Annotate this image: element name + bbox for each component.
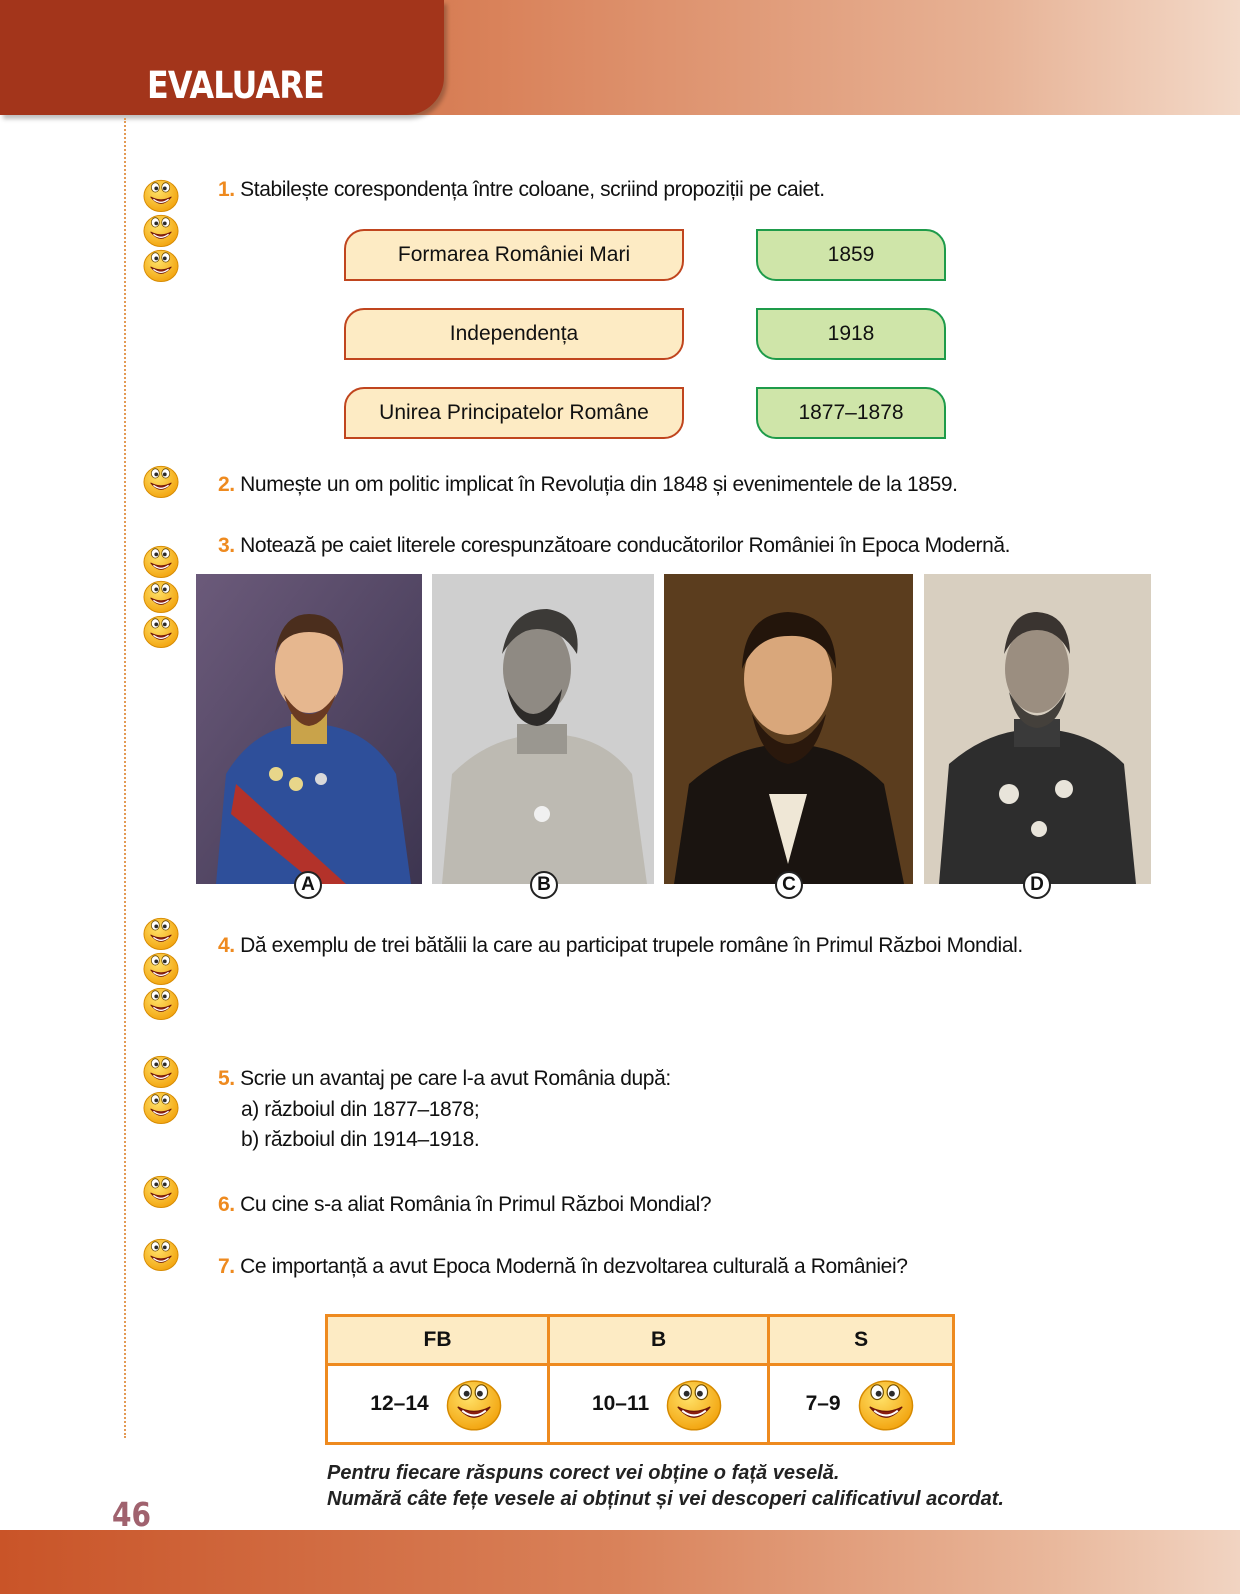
margin-dotted-line xyxy=(124,118,126,1438)
question-3 xyxy=(218,533,1010,559)
smiley-face-icon xyxy=(142,1236,180,1272)
note-line-1: Pentru fiecare răspuns corect vei obține o față veselă. xyxy=(327,1462,840,1484)
grading-header-row xyxy=(327,1316,954,1365)
portrait-label-c: C xyxy=(775,871,803,899)
smiley-face-icon xyxy=(142,1053,180,1089)
smiley-face-icon xyxy=(142,985,180,1021)
grade-cell-b xyxy=(549,1365,769,1444)
question-text: Stabilește corespondența între coloane, scriind propoziții pe caiet. xyxy=(240,178,825,201)
smiley-face-icon xyxy=(142,1173,180,1209)
grade-header-b: B xyxy=(549,1316,769,1365)
question-5-item-a: a) războiul din 1877–1878; xyxy=(241,1098,480,1121)
question-number: 3. xyxy=(218,534,235,557)
smiley-face-icon xyxy=(142,212,180,248)
smiley-face-icon xyxy=(663,1376,725,1432)
portrait-d xyxy=(924,574,1151,884)
grade-cell-fb xyxy=(327,1365,549,1444)
question-number: 2. xyxy=(218,473,235,496)
event-box-1: Formarea României Mari xyxy=(344,229,684,281)
question-number: 5. xyxy=(218,1067,235,1090)
question-2 xyxy=(218,472,958,498)
question-text: Notează pe caiet literele corespunzătoare conducătorilor României în Epoca Modernă. xyxy=(240,534,1011,557)
smiley-face-icon xyxy=(142,543,180,579)
question-1 xyxy=(218,177,825,203)
question-text: Numește un om politic implicat în Revoluția din 1848 și evenimentele de la 1859. xyxy=(240,473,958,496)
question-text: Cu cine s-a aliat România în Primul Război Mondial? xyxy=(240,1193,712,1216)
question-5 xyxy=(218,1066,671,1092)
grade-range: 7–9 xyxy=(805,1392,841,1415)
question-5-item-b: b) războiul din 1914–1918. xyxy=(241,1128,480,1151)
question-text: Dă exemplu de trei bătălii la care au participat trupele române în Primul Război Mondial. xyxy=(240,934,1023,957)
question-text: Scrie un avantaj pe care l-a avut România după: xyxy=(240,1067,671,1090)
question-4 xyxy=(218,933,1023,959)
question-number: 4. xyxy=(218,934,235,957)
grade-range: 10–11 xyxy=(591,1392,650,1415)
grading-table xyxy=(325,1314,955,1445)
question-number: 1. xyxy=(218,178,235,201)
page-title: EVALUARE xyxy=(147,64,324,107)
grade-header-fb: FB xyxy=(327,1316,549,1365)
portrait-label-a: A xyxy=(294,871,322,899)
portrait-label-d: D xyxy=(1023,871,1051,899)
year-box-3: 1877–1878 xyxy=(756,387,946,439)
question-number: 6. xyxy=(218,1193,235,1216)
smiley-face-icon xyxy=(142,1089,180,1125)
question-text: Ce importanță a avut Epoca Modernă în dezvoltarea culturală a României? xyxy=(240,1255,908,1278)
smiley-face-icon xyxy=(142,177,180,213)
smiley-face-icon xyxy=(142,950,180,986)
instruction-note xyxy=(327,1460,1004,1512)
grade-cell-s xyxy=(769,1365,954,1444)
grade-range: 12–14 xyxy=(370,1392,429,1415)
year-box-2: 1918 xyxy=(756,308,946,360)
smiley-face-icon xyxy=(443,1376,505,1432)
smiley-face-icon xyxy=(142,613,180,649)
question-6 xyxy=(218,1192,711,1218)
footer-band xyxy=(0,1530,1240,1594)
grade-header-s: S xyxy=(769,1316,954,1365)
year-box-1: 1859 xyxy=(756,229,946,281)
smiley-face-icon xyxy=(142,915,180,951)
smiley-face-icon xyxy=(142,247,180,283)
event-box-3: Unirea Principatelor Române xyxy=(344,387,684,439)
portrait-a xyxy=(196,574,422,884)
portrait-b xyxy=(432,574,654,884)
smiley-face-icon xyxy=(142,578,180,614)
grading-values-row xyxy=(327,1365,954,1444)
portrait-c xyxy=(664,574,913,884)
portrait-label-b: B xyxy=(530,871,558,899)
smiley-face-icon xyxy=(855,1376,917,1432)
event-box-2: Independența xyxy=(344,308,684,360)
question-7 xyxy=(218,1254,907,1280)
question-number: 7. xyxy=(218,1255,235,1278)
page-number: 46 xyxy=(112,1495,152,1534)
smiley-face-icon xyxy=(142,463,180,499)
note-line-2: Numără câte fețe vesele ai obținut și vei descoperi calificativul acordat. xyxy=(327,1488,1004,1510)
